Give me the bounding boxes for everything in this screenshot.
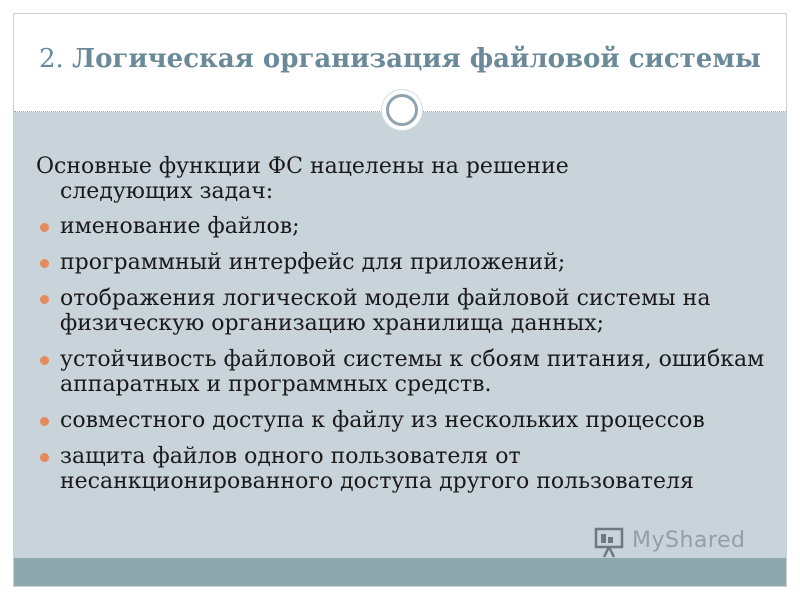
watermark-logo: [592, 523, 762, 559]
footer-band: [14, 558, 786, 587]
task-list: [36, 214, 766, 494]
body-text: [36, 154, 766, 505]
bullet-icon: [40, 295, 49, 304]
list-item: совместного доступа к файлу из нескольких процессов: [36, 408, 766, 433]
bullet-icon: [40, 453, 49, 462]
list-item: отображения логической модели файловой системы на физическую организацию хранилища данных;: [36, 286, 766, 336]
intro-paragraph: [36, 154, 766, 204]
list-item: именование файлов;: [36, 214, 766, 239]
title-text: Логическая организация файловой системы: [72, 44, 761, 74]
title-number: 2.: [39, 44, 64, 74]
list-item: защита файлов одного пользователя от несанкционированного доступа другого пользователя: [36, 444, 766, 494]
bullet-icon: [40, 417, 49, 426]
slide: [13, 13, 787, 587]
bullet-icon: [40, 259, 49, 268]
list-item: устойчивость файловой системы к сбоям питания, ошибкам аппаратных и программных средств.: [36, 347, 766, 397]
slide-title: [14, 44, 786, 74]
presentation-board-icon: [592, 523, 628, 559]
intro-line-1: Основные функции ФС нацелены на решение: [36, 154, 569, 179]
bullet-icon: [40, 223, 49, 232]
intro-line-2: следующих задач:: [60, 179, 274, 204]
watermark-text: MyShared: [632, 528, 746, 553]
ring-ornament-icon: [381, 89, 423, 131]
list-item: программный интерфейс для приложений;: [36, 250, 766, 275]
content-area: [14, 112, 786, 558]
bullet-icon: [40, 356, 49, 365]
